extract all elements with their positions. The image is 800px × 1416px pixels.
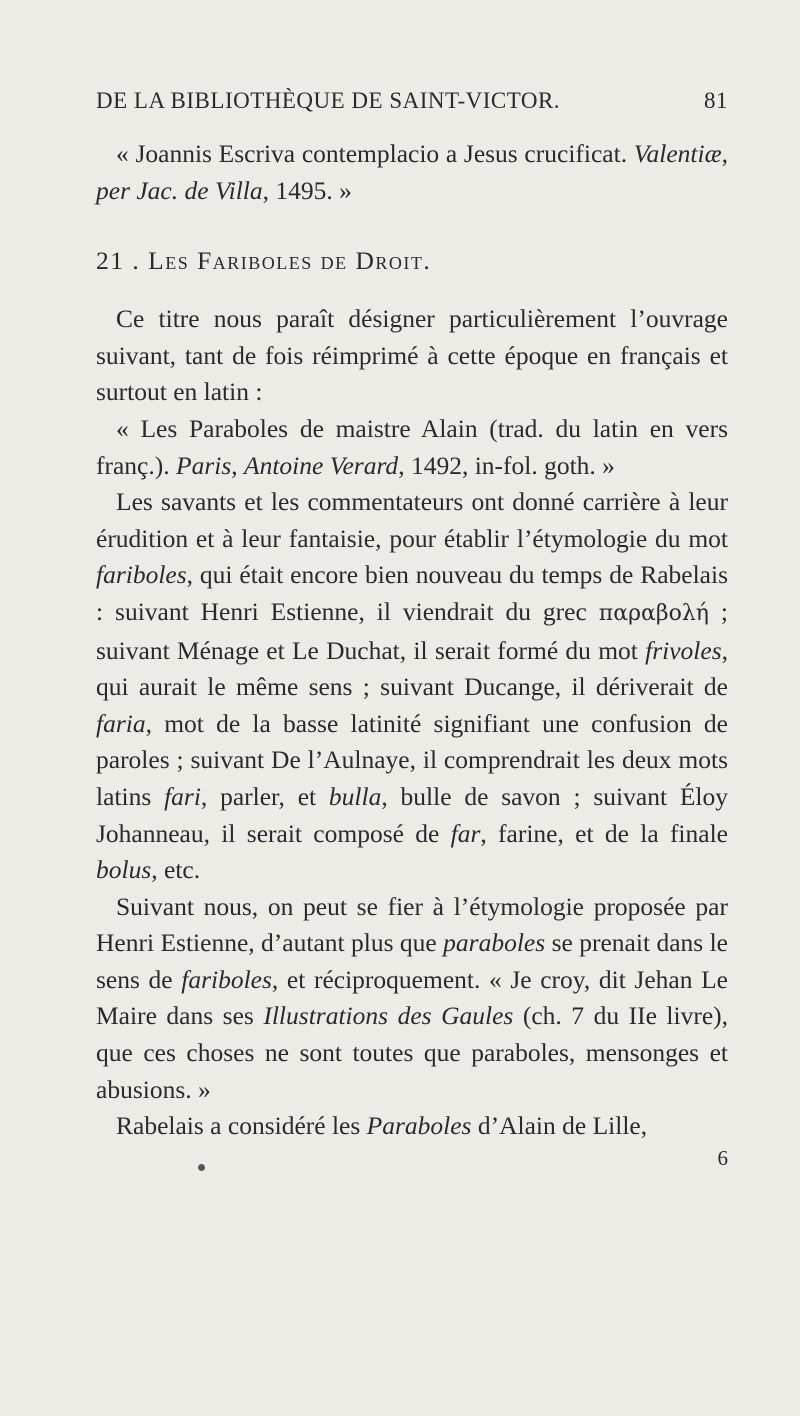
paragraph-2 [96, 484, 728, 889]
text-run-italic: far [450, 818, 481, 848]
text-run: , [721, 139, 728, 168]
text-run: se prenait dans le sens de [96, 928, 728, 994]
text-run-italic: fariboles [96, 560, 187, 590]
entry-20-citation [96, 136, 728, 209]
text-run-italic: per Jac. de Villa [96, 175, 263, 205]
section-number: 21 . [96, 246, 149, 276]
text-run-italic: Valentiæ [633, 139, 722, 168]
section-heading-21 [96, 243, 728, 279]
quote-paraboles [96, 411, 728, 484]
book-page [96, 88, 728, 1378]
text-run: , bulle de savon ; suivant Éloy Johanneau, il serait composé de [96, 781, 729, 848]
text-run: (ch. 7 du IIe livre), que ces choses ne sont toutes que paraboles, mensonges et abusions. » [96, 1001, 729, 1104]
text-run: d’Alain de Lille, [471, 1111, 648, 1141]
text-run-italic: Paraboles [366, 1111, 472, 1141]
text-run-italic: paraboles [443, 928, 546, 958]
section-title: Les Fariboles de Droit. [148, 246, 432, 276]
text-run: « Les Paraboles de maistre Alain (trad. du latin en vers franç.). [96, 413, 728, 480]
greek-word: παραβολή [598, 600, 709, 626]
text-run: ; suivant Ménage et Le Duchat, il serait formé du mot [96, 596, 728, 665]
text-run: , [231, 450, 245, 480]
text-run: , qui était encore bien nouveau du temps de Rabelais : suivant Henri Estienne, il viendrait du grec [96, 560, 728, 626]
running-title: DE LA BIBLIOTHÈQUE DE SAINT-VICTOR. [96, 88, 561, 113]
text-run: , etc. [151, 855, 201, 885]
text-run: « Joannis Escriva contemplacio a Jesus crucificat. [116, 139, 634, 168]
text-run: , parler, et [200, 781, 329, 811]
text-run: , farine, et de la finale [480, 818, 728, 848]
paragraph-4 [96, 1108, 728, 1145]
text-run: , 1495. » [262, 175, 352, 205]
text-run-italic: bulla [328, 781, 382, 811]
text-run-italic: bolus [96, 855, 152, 885]
paragraph-1: Ce titre nous paraît désigner particulièrement l’ouvrage suivant, tant de fois réimprimé à cette époque en français et surtout en latin : [96, 304, 728, 407]
ink-dot [198, 1164, 205, 1171]
text-run-italic: faria [96, 708, 146, 738]
text-run: , qui aurait le même sens ; suivant Ducange, il dériverait de [96, 635, 728, 702]
text-run-italic: Illustrations des Gaules [263, 1001, 514, 1031]
running-head [96, 88, 728, 122]
text-run-italic: fariboles [181, 964, 272, 994]
page-footer [96, 1145, 728, 1173]
text-run-italic: frivoles [645, 635, 722, 665]
paragraph-3 [96, 889, 728, 1109]
text-run: , et réciproquement. « Je croy, dit Jehan Le Maire dans ses [96, 964, 729, 1031]
text-run: , mot de la basse latinité signifiant une confusion de paroles ; suivant De l’Aulnaye, il comprendrait les deux mots latins [96, 708, 728, 811]
text-run: Suivant nous, on peut se fier à l’étymologie proposée par Henri Estienne, d’autant plus que [96, 891, 728, 958]
text-run: , 1492, in-fol. goth. » [398, 450, 615, 480]
signature-mark: 6 [717, 1145, 728, 1170]
page-number: 81 [704, 88, 728, 113]
text-run: Rabelais a considéré les [116, 1111, 367, 1141]
text-run-italic: fari [164, 781, 201, 811]
text-run: Les savants et les commentateurs ont donné carrière à leur érudition et à leur fantaisie, pour établir l’étymologie du mot [96, 487, 728, 553]
text-run-italic: Antoine Verard [244, 450, 399, 480]
text-run-italic: Paris [176, 450, 232, 480]
